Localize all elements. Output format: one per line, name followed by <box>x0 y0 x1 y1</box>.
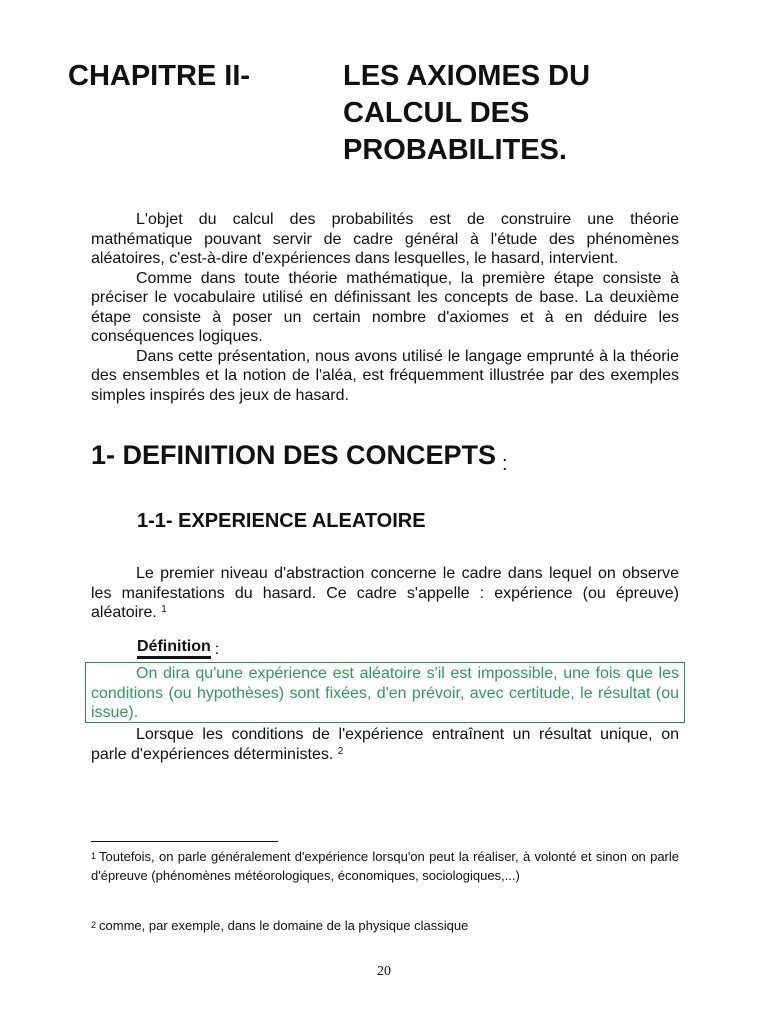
section-heading-text: 1- DEFINITION DES CONCEPTS <box>91 440 497 470</box>
after-paragraph-text: Lorsque les conditions de l'expérience entraînent un résultat unique, on parle d'expériences déterministes. <box>91 726 679 763</box>
footnote-ref[interactable]: 2 <box>337 745 344 757</box>
definition-label: Définition <box>137 638 211 659</box>
footnote-text: comme, par exemple, dans le domaine de la physique classique <box>99 918 469 933</box>
footnote-mark: 2 <box>91 920 97 930</box>
intro-paragraph: L'objet du calcul des probabilités est de construire une théorie mathématique pouvant servir de cadre général à l'étude des phénomènes aléatoires, c'est-à-dire d'expériences dans lesquelles, le hasard, intervient. <box>91 211 679 267</box>
intro-paragraph: Comme dans toute théorie mathématique, la première étape consiste à préciser le vocabulaire utilisé en définissant les concepts de base. La deuxième étape consiste à poser un certain nombre d'axiomes et à en déduire les conséquences logiques. <box>91 269 679 345</box>
footnote-separator <box>91 841 278 842</box>
intro-paragraph: Dans cette présentation, nous avons utilisé le langage emprunté à la théorie des ensembles et la notion de l'aléa, est fréquemment illustrée par des exemples simples inspirés des jeux de hasard. <box>91 347 679 404</box>
section-heading-colon: : <box>502 453 508 475</box>
subsection-heading: 1-1- EXPERIENCE ALEATOIRE <box>137 510 426 532</box>
definition-heading <box>137 638 219 656</box>
experience-paragraph <box>91 564 679 623</box>
after-paragraph <box>91 725 679 764</box>
chapter-title-line: PROBABILITES. <box>343 134 567 166</box>
footnote <box>91 847 679 885</box>
footnote-mark: 1 <box>91 851 97 861</box>
intro-text <box>91 210 679 405</box>
section-heading <box>91 440 508 475</box>
experience-text <box>91 564 679 623</box>
page-number: 20 <box>377 964 391 979</box>
chapter-title <box>343 58 703 169</box>
after-text <box>91 725 679 764</box>
chapter-title-line: CALCUL DES <box>343 97 530 129</box>
chapter-label: CHAPITRE II- <box>68 60 251 92</box>
experience-paragraph-text: Le premier niveau d'abstraction concerne le cadre dans lequel on observe les manifestations du hasard. Ce cadre s'appelle : expérience (ou épreuve) aléatoire. <box>91 565 679 621</box>
definition-text: On dira qu'une expérience est aléatoire s'il est impossible, une fois que les conditions (ou hypothèses) sont fixées, d'en prévoir, avec certitude, le résultat (ou issue). <box>91 665 679 721</box>
definition-colon: : <box>214 641 220 658</box>
footnote-text: Toutefois, on parle généralement d'expérience lorsqu'on peut la réaliser, à volonté et sinon on parle d'épreuve (phénomènes météorologiques, économiques, sociologiques,...) <box>91 849 679 883</box>
chapter-title-line: LES AXIOMES DU <box>343 60 591 92</box>
footnote-ref[interactable]: 1 <box>161 604 167 615</box>
footnote <box>91 916 679 935</box>
